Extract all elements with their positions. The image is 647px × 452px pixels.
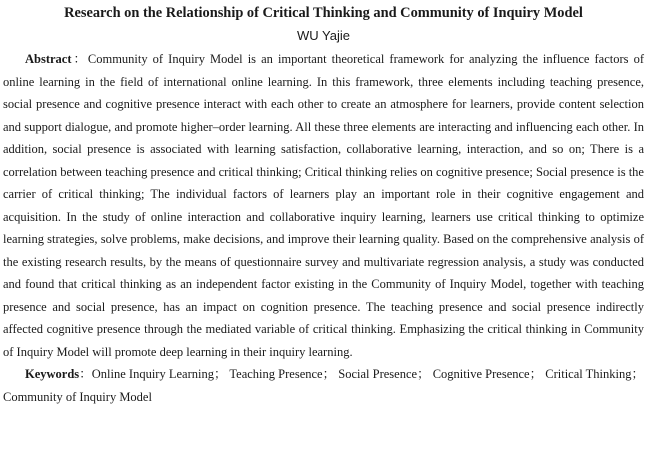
abstract-label: Abstract (25, 52, 72, 66)
keywords-paragraph (3, 363, 644, 408)
paper-author: WU Yajie (297, 28, 350, 43)
abstract-paragraph (3, 48, 644, 363)
abstract-text: Community of Inquiry Model is an important theoretical framework for analyzing the influence factors of online learning in the field of international online learning. In this framework, three elements including teaching presence, social presence and cognitive presence interact with each other to create an atmosphere for learners, provide content selection and support dialogue, and promote higher–order learning. All these three elements are interacting and influencing each other. In addition, social presence is associated with learning satisfaction, collaborative learning, interaction, and so on; There is a correlation between teaching presence and critical thinking; Critical thinking relies on cognitive presence; Social presence is the carrier of critical thinking; The individual factors of learners play an important role in their cognitive engagement and acquisition. In the study of online interaction and collaborative inquiry learning, learners use critical thinking to optimize learning strategies, solve problems, make decisions, and improve their learning quality. Based on the comprehensive analysis of the existing research results, by the means of questionnaire survey and multivariate regression analysis, a study was conducted and found that critical thinking as an independent factor existing in the Community of Inquiry Model, together with teaching presence and social presence, has an impact on cognition presence. The teaching presence and social presence indirectly affected cognitive presence through the mediated variable of critical thinking. Emphasizing the critical thinking in Community of Inquiry Model will promote deep learning in their inquiry learning. (3, 52, 644, 359)
keywords-label: Keywords (25, 367, 80, 381)
abstract-separator: ： (71, 52, 88, 66)
keywords-text: Online Inquiry Learning； Teaching Presence； Social Presence； Cognitive Presence； Critical Thinking； Community of Inquiry Model (3, 367, 644, 404)
paper-title: Research on the Relationship of Critical Thinking and Community of Inquiry Model (64, 5, 583, 21)
keywords-separator: ： (79, 367, 92, 381)
